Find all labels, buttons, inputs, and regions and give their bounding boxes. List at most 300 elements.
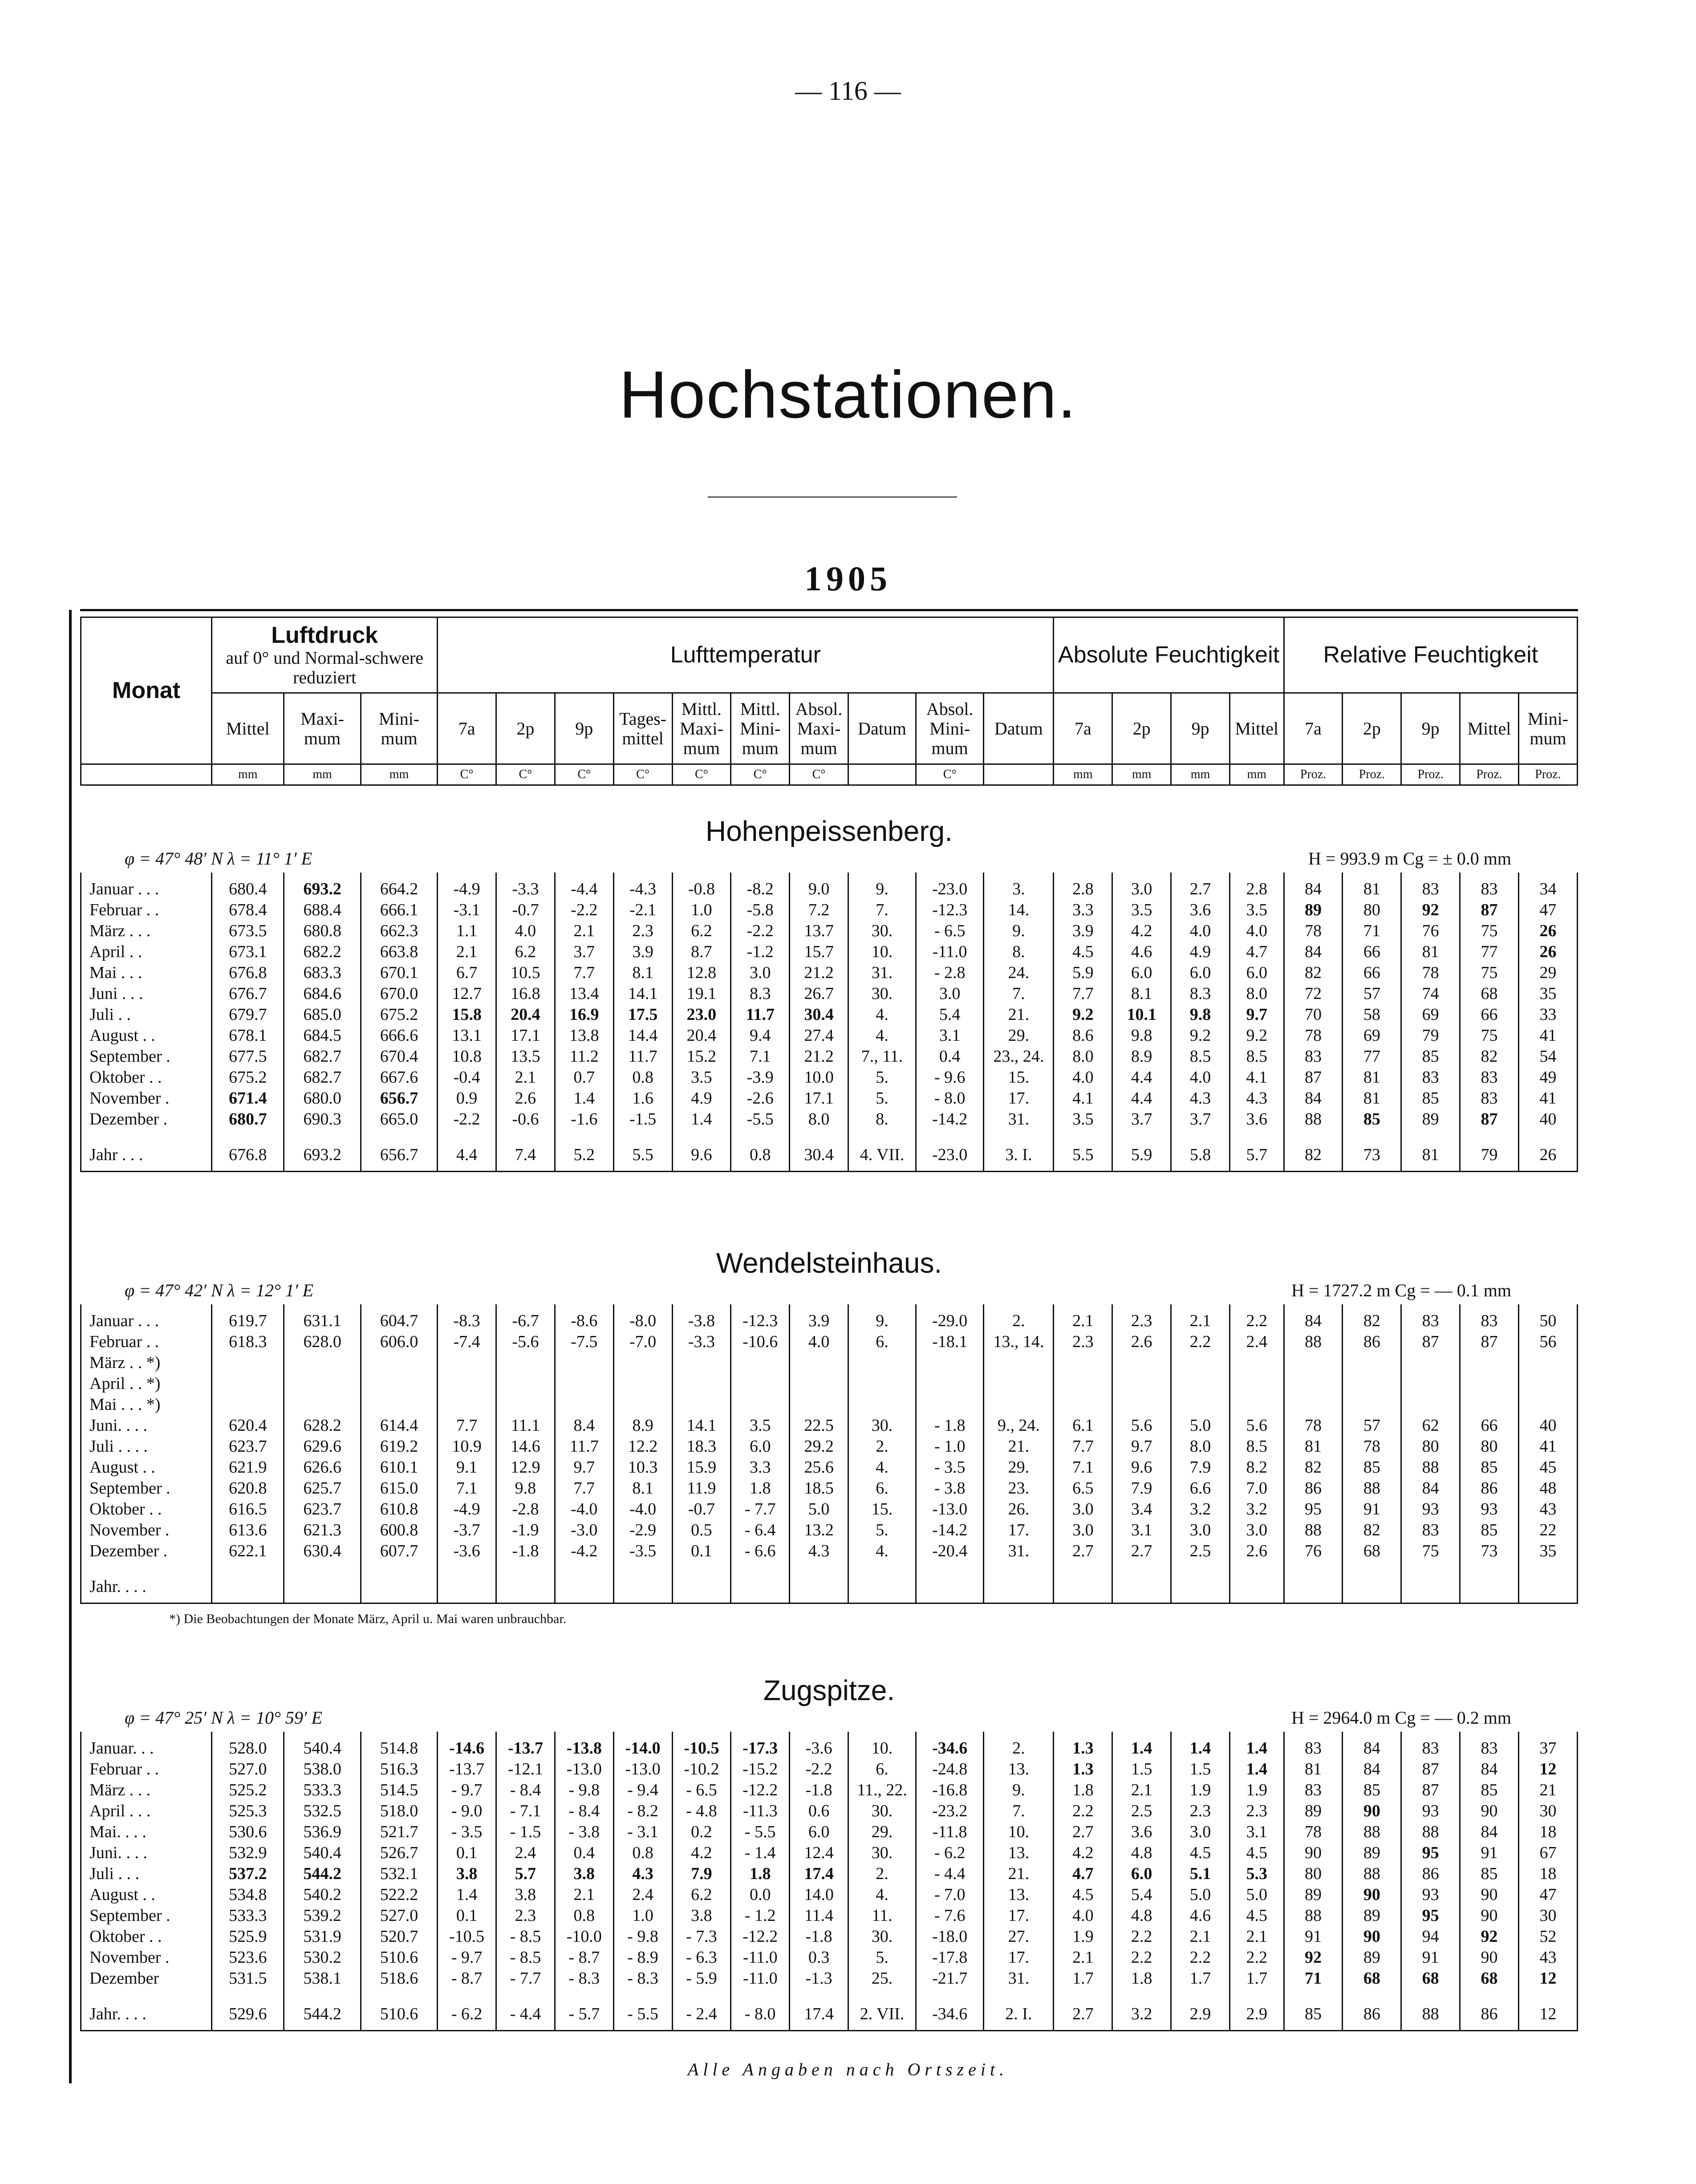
year-value [284, 1571, 361, 1603]
value-cell: 13.2 [790, 1520, 848, 1541]
value-cell: 678.1 [212, 1025, 284, 1046]
value-cell: 95 [1284, 1499, 1343, 1520]
value-cell: 84 [1284, 873, 1343, 900]
value-cell: -14.6 [438, 1732, 496, 1759]
spacer-cell [284, 1130, 361, 1139]
value-cell: 12.2 [613, 1436, 672, 1457]
value-cell: 665.0 [361, 1109, 437, 1130]
header-unit: Proz. [1460, 764, 1519, 785]
value-cell: 620.8 [212, 1478, 284, 1499]
spacer-cell [613, 1989, 672, 1998]
year-value: 4.4 [438, 1139, 496, 1172]
value-cell: 21.2 [790, 1046, 848, 1067]
value-cell: 0.1 [438, 1905, 496, 1926]
value-cell: 93 [1460, 1499, 1519, 1520]
value-cell: 31. [984, 1541, 1054, 1562]
year-value: 676.8 [212, 1139, 284, 1172]
value-cell: - 8.0 [916, 1088, 984, 1109]
value-cell: 680.8 [284, 921, 361, 942]
value-cell: - 8.3 [555, 1968, 613, 1989]
value-cell: - 6.3 [672, 1947, 731, 1968]
value-cell [916, 1394, 984, 1415]
value-cell: 13. [984, 1884, 1054, 1905]
value-cell: 27.4 [790, 1025, 848, 1046]
value-cell: 1.4 [1171, 1732, 1230, 1759]
spacer-cell [555, 1130, 613, 1139]
spacer-cell [1518, 1130, 1577, 1139]
value-cell: 82 [1284, 962, 1343, 983]
value-cell: -14.0 [613, 1732, 672, 1759]
value-cell: - 9.7 [438, 1947, 496, 1968]
value-cell: -11.3 [731, 1801, 790, 1822]
value-cell: 2.2 [1054, 1801, 1112, 1822]
value-cell: -3.1 [438, 900, 496, 921]
value-cell: 5.0 [1171, 1415, 1230, 1436]
value-cell: 87 [1460, 900, 1519, 921]
header-unit: C° [731, 764, 790, 785]
col-lufttemperatur: Lufttemperatur [438, 617, 1054, 693]
table-row [81, 1373, 1578, 1394]
value-cell: 8.2 [1229, 1457, 1284, 1478]
header-col: Absol. Maxi-mum [790, 693, 848, 764]
value-cell: - 9.0 [438, 1801, 496, 1822]
year-value [1171, 1571, 1230, 1603]
value-cell: 12 [1518, 1968, 1577, 1989]
value-cell: 85 [1343, 1457, 1401, 1478]
spacer-cell [848, 1562, 916, 1571]
table-header [80, 617, 1578, 786]
value-cell: -23.2 [916, 1801, 984, 1822]
value-cell: - 9.4 [613, 1780, 672, 1801]
year-value [731, 1571, 790, 1603]
value-cell: 3.0 [1054, 1499, 1112, 1520]
value-cell [1171, 1373, 1230, 1394]
value-cell: 4.0 [1171, 1067, 1230, 1088]
value-cell: 606.0 [361, 1332, 437, 1352]
value-cell [1054, 1352, 1112, 1373]
value-cell: 2.3 [1229, 1801, 1284, 1822]
header-unit: C° [916, 764, 984, 785]
year-value [1401, 1571, 1460, 1603]
spacer-cell [1229, 1989, 1284, 1998]
value-cell: - 6.5 [916, 921, 984, 942]
value-cell: 29.2 [790, 1436, 848, 1457]
value-cell: 66 [1343, 962, 1401, 983]
value-cell: 4. [848, 1004, 916, 1025]
value-cell: - 4.4 [916, 1863, 984, 1884]
value-cell: 525.3 [212, 1801, 284, 1822]
value-cell: 6.2 [672, 1884, 731, 1905]
month-cell: Januar . . . [81, 873, 212, 900]
value-cell: 7.1 [731, 1046, 790, 1067]
value-cell: 670.1 [361, 962, 437, 983]
table-row [81, 1822, 1578, 1843]
value-cell: 2.1 [555, 921, 613, 942]
spacer-cell [916, 1562, 984, 1571]
month-cell: Dezember . [81, 1541, 212, 1562]
value-cell [438, 1352, 496, 1373]
value-cell: 92 [1284, 1947, 1343, 1968]
value-cell: -24.8 [916, 1759, 984, 1780]
value-cell: 532.9 [212, 1843, 284, 1863]
month-cell: April . . . [81, 1801, 212, 1822]
spacer-cell [361, 1130, 437, 1139]
value-cell: 66 [1460, 1415, 1519, 1436]
value-cell: 13.8 [555, 1025, 613, 1046]
value-cell: 6. [848, 1332, 916, 1352]
year-value: - 4.4 [496, 1998, 555, 2031]
spacer-cell [438, 1130, 496, 1139]
value-cell: 3.5 [731, 1415, 790, 1436]
value-cell: 92 [1401, 900, 1460, 921]
value-cell: 518.6 [361, 1968, 437, 1989]
value-cell: 6.1 [1054, 1415, 1112, 1436]
value-cell: -12.3 [731, 1304, 790, 1332]
value-cell: 2. [984, 1732, 1054, 1759]
station-coordinates: φ = 47° 42′ N λ = 12° 1′ E [125, 1280, 314, 1300]
value-cell: 7., 11. [848, 1046, 916, 1067]
value-cell: -13.7 [438, 1759, 496, 1780]
header-col: Mittl. Maxi-mum [672, 693, 731, 764]
value-cell: 526.7 [361, 1843, 437, 1863]
value-cell: 693.2 [284, 873, 361, 900]
value-cell: -1.8 [790, 1780, 848, 1801]
value-cell: 4.2 [672, 1843, 731, 1863]
value-cell: -34.6 [916, 1732, 984, 1759]
value-cell: 16.9 [555, 1004, 613, 1025]
value-cell: 18.5 [790, 1478, 848, 1499]
value-cell [984, 1373, 1054, 1394]
value-cell: 6.2 [672, 921, 731, 942]
value-cell [1343, 1394, 1401, 1415]
value-cell: 8.0 [1054, 1046, 1112, 1067]
month-cell: Februar . . [81, 1332, 212, 1352]
value-cell: 78 [1284, 1025, 1343, 1046]
value-cell: -3.3 [672, 1332, 731, 1352]
value-cell: 0.4 [916, 1046, 984, 1067]
value-cell: 83 [1401, 1304, 1460, 1332]
value-cell: 4.0 [496, 921, 555, 942]
value-cell: 622.1 [212, 1541, 284, 1562]
header-col: Mittl. Mini-mum [731, 693, 790, 764]
value-cell: 3.7 [555, 942, 613, 962]
spacer-cell [1518, 1562, 1577, 1571]
value-cell [1171, 1352, 1230, 1373]
month-cell: Mai . . . [81, 962, 212, 983]
value-cell: -1.8 [790, 1926, 848, 1947]
value-cell: 666.6 [361, 1025, 437, 1046]
value-cell: -3.5 [613, 1541, 672, 1562]
value-cell: -2.8 [496, 1499, 555, 1520]
value-cell: 4.3 [1229, 1088, 1284, 1109]
value-cell [731, 1394, 790, 1415]
spacer-cell [438, 1989, 496, 1998]
value-cell: 76 [1284, 1541, 1343, 1562]
value-cell [361, 1352, 437, 1373]
value-cell: - 7.1 [496, 1801, 555, 1822]
value-cell: 0.4 [555, 1843, 613, 1863]
year-label: Jahr. . . . [81, 1571, 212, 1603]
value-cell: -12.2 [731, 1926, 790, 1947]
value-cell: 4.6 [1112, 942, 1171, 962]
value-cell: 1.8 [1112, 1968, 1171, 1989]
spacer-cell [212, 1989, 284, 1998]
year-value: 0.8 [731, 1139, 790, 1172]
value-cell: 30 [1518, 1801, 1577, 1822]
value-cell: 528.0 [212, 1732, 284, 1759]
header-unit: Proz. [1401, 764, 1460, 785]
value-cell: 26 [1518, 942, 1577, 962]
month-cell: Juni . . . [81, 983, 212, 1004]
value-cell: 8.5 [1229, 1436, 1284, 1457]
value-cell: 17. [984, 1905, 1054, 1926]
value-cell: 3.2 [1229, 1499, 1284, 1520]
value-cell: 81 [1343, 873, 1401, 900]
value-cell: 3.8 [438, 1863, 496, 1884]
value-cell: 6.7 [438, 962, 496, 983]
value-cell: 0.2 [672, 1822, 731, 1843]
value-cell: -20.4 [916, 1541, 984, 1562]
value-cell [731, 1352, 790, 1373]
value-cell: -2.9 [613, 1520, 672, 1541]
value-cell: 13.5 [496, 1046, 555, 1067]
value-cell: 5.7 [496, 1863, 555, 1884]
value-cell: 656.7 [361, 1088, 437, 1109]
value-cell: 3. [984, 873, 1054, 900]
value-cell: -10.6 [731, 1332, 790, 1352]
value-cell: 49 [1518, 1067, 1577, 1088]
value-cell: 29. [984, 1457, 1054, 1478]
table-row [81, 1478, 1578, 1499]
year-value: 4. VII. [848, 1139, 916, 1172]
value-cell: 9.7 [555, 1457, 613, 1478]
spacer-cell [1171, 1130, 1230, 1139]
value-cell: -0.7 [496, 900, 555, 921]
value-cell: - 9.8 [613, 1926, 672, 1947]
station-name: Wendelsteinhaus. [716, 1247, 942, 1279]
value-cell: 1.3 [1054, 1732, 1112, 1759]
header-unit: C° [613, 764, 672, 785]
value-cell: 17.5 [613, 1004, 672, 1025]
value-cell: 2.6 [1112, 1332, 1171, 1352]
value-cell [1229, 1373, 1284, 1394]
value-cell: 78 [1284, 921, 1343, 942]
value-cell: 16.8 [496, 983, 555, 1004]
value-cell: 69 [1343, 1025, 1401, 1046]
value-cell: 11. [848, 1905, 916, 1926]
header-col: 2p [1112, 693, 1171, 764]
year-value: 2. I. [984, 1998, 1054, 2031]
table-row [81, 1968, 1578, 1989]
value-cell: 10. [984, 1822, 1054, 1843]
value-cell: 18 [1518, 1863, 1577, 1884]
value-cell: 1.1 [438, 921, 496, 942]
header-unit: Proz. [1284, 764, 1343, 785]
value-cell: 610.1 [361, 1457, 437, 1478]
value-cell: -15.2 [731, 1759, 790, 1780]
value-cell: 17. [984, 1947, 1054, 1968]
value-cell: - 5.5 [731, 1822, 790, 1843]
value-cell: -4.9 [438, 1499, 496, 1520]
value-cell: 621.9 [212, 1457, 284, 1478]
page-number: — 116 — [795, 76, 901, 106]
value-cell: 2.1 [1171, 1926, 1230, 1947]
value-cell: 2.5 [1171, 1541, 1230, 1562]
value-cell [848, 1394, 916, 1415]
value-cell: -7.0 [613, 1332, 672, 1352]
value-cell: 3.0 [916, 983, 984, 1004]
station-coordinates: φ = 47° 25′ N λ = 10° 59′ E [125, 1708, 323, 1728]
value-cell: 93 [1401, 1499, 1460, 1520]
value-cell: 14.4 [613, 1025, 672, 1046]
value-cell: 670.0 [361, 983, 437, 1004]
value-cell: 1.8 [731, 1478, 790, 1499]
value-cell: 11.7 [613, 1046, 672, 1067]
value-cell: -11.0 [731, 1968, 790, 1989]
value-cell: 1.8 [1054, 1780, 1112, 1801]
value-cell: 81 [1284, 1436, 1343, 1457]
value-cell: 682.2 [284, 942, 361, 962]
spacer-cell [916, 1989, 984, 1998]
value-cell: 2.2 [1112, 1947, 1171, 1968]
bottom-note: Alle Angaben nach Ortszeit. [687, 2059, 1009, 2079]
year-value: 81 [1401, 1139, 1460, 1172]
value-cell: 17.4 [790, 1863, 848, 1884]
year-value [1112, 1571, 1171, 1603]
value-cell: 15. [848, 1499, 916, 1520]
value-cell: 26 [1518, 921, 1577, 942]
value-cell: 539.2 [284, 1905, 361, 1926]
value-cell: - 1.0 [916, 1436, 984, 1457]
value-cell: 663.8 [361, 942, 437, 962]
table-row [81, 1025, 1578, 1046]
value-cell: 9. [984, 921, 1054, 942]
value-cell: 5. [848, 1088, 916, 1109]
month-cell: Juli . . . . [81, 1436, 212, 1457]
value-cell: 6. [848, 1478, 916, 1499]
year-value [438, 1571, 496, 1603]
value-cell: 83 [1460, 1067, 1519, 1088]
value-cell: 68 [1343, 1541, 1401, 1562]
value-cell: 17. [984, 1520, 1054, 1541]
value-cell: 2.6 [496, 1088, 555, 1109]
value-cell: 8.1 [613, 962, 672, 983]
value-cell: 2.7 [1112, 1541, 1171, 1562]
value-cell: -3.6 [438, 1541, 496, 1562]
value-cell: 89 [1284, 1884, 1343, 1905]
year-value: 3. I. [984, 1139, 1054, 1172]
value-cell: 5.6 [1229, 1415, 1284, 1436]
divider [708, 496, 957, 498]
spacer-cell [613, 1130, 672, 1139]
value-cell: 615.0 [361, 1478, 437, 1499]
value-cell: 22 [1518, 1520, 1577, 1541]
value-cell [555, 1394, 613, 1415]
spacer-cell [790, 1130, 848, 1139]
value-cell: 3.8 [672, 1905, 731, 1926]
year-value: 656.7 [361, 1139, 437, 1172]
value-cell: 5.4 [916, 1004, 984, 1025]
value-cell: 29. [984, 1025, 1054, 1046]
value-cell: 1.4 [555, 1088, 613, 1109]
value-cell: 21 [1518, 1780, 1577, 1801]
value-cell: 2.6 [1229, 1541, 1284, 1562]
month-cell: Februar . . [81, 900, 212, 921]
value-cell: 40 [1518, 1109, 1577, 1130]
table-row [81, 1415, 1578, 1436]
value-cell: 9.4 [731, 1025, 790, 1046]
value-cell: 95 [1401, 1905, 1460, 1926]
value-cell: 90 [1460, 1905, 1519, 1926]
value-cell [613, 1394, 672, 1415]
table-row [81, 1801, 1578, 1822]
value-cell: 4.3 [613, 1863, 672, 1884]
value-cell [1229, 1352, 1284, 1373]
table-row [81, 921, 1578, 942]
spacer-cell [212, 1562, 284, 1571]
header-col: 7a [1284, 693, 1343, 764]
value-cell: - 8.2 [613, 1801, 672, 1822]
table-row [81, 1109, 1578, 1130]
value-cell [1284, 1394, 1343, 1415]
month-cell: September . [81, 1478, 212, 1499]
value-cell: 88 [1343, 1478, 1401, 1499]
header-col: 7a [438, 693, 496, 764]
value-cell: 538.1 [284, 1968, 361, 1989]
value-cell [1401, 1394, 1460, 1415]
value-cell: - 4.8 [672, 1801, 731, 1822]
value-cell: 31. [848, 962, 916, 983]
value-cell: -4.3 [613, 873, 672, 900]
year-value: - 5.5 [613, 1998, 672, 2031]
value-cell: 2.1 [1054, 1947, 1112, 1968]
value-cell: 2. [984, 1304, 1054, 1332]
value-cell: 10.0 [790, 1067, 848, 1088]
table-row [81, 1004, 1578, 1025]
value-cell: 2. [848, 1436, 916, 1457]
value-cell: -3.9 [731, 1067, 790, 1088]
value-cell: 66 [1343, 942, 1401, 962]
table-row [81, 1046, 1578, 1067]
value-cell: 5.3 [1229, 1863, 1284, 1884]
year-value: 693.2 [284, 1139, 361, 1172]
value-cell: 85 [1401, 1088, 1460, 1109]
value-cell: 10.8 [438, 1046, 496, 1067]
value-cell: -13.0 [613, 1759, 672, 1780]
year-value: 73 [1343, 1139, 1401, 1172]
value-cell [984, 1394, 1054, 1415]
value-cell: 4.0 [1054, 1905, 1112, 1926]
value-cell: -6.7 [496, 1304, 555, 1332]
spacer-cell [1460, 1562, 1519, 1571]
value-cell: 532.1 [361, 1863, 437, 1884]
value-cell: 525.9 [212, 1926, 284, 1947]
value-cell: -4.9 [438, 873, 496, 900]
year-value [212, 1571, 284, 1603]
value-cell: 3.0 [1171, 1822, 1230, 1843]
value-cell: 85 [1460, 1780, 1519, 1801]
value-cell: 7.7 [438, 1415, 496, 1436]
spacer-cell [984, 1562, 1054, 1571]
value-cell: 80 [1460, 1436, 1519, 1457]
year-value: 17.4 [790, 1998, 848, 2031]
year-value: 82 [1284, 1139, 1343, 1172]
value-cell [1460, 1394, 1519, 1415]
value-cell: 2.1 [496, 1067, 555, 1088]
value-cell: 540.2 [284, 1884, 361, 1905]
value-cell: 2.1 [1054, 1304, 1112, 1332]
value-cell: 2.1 [1112, 1780, 1171, 1801]
